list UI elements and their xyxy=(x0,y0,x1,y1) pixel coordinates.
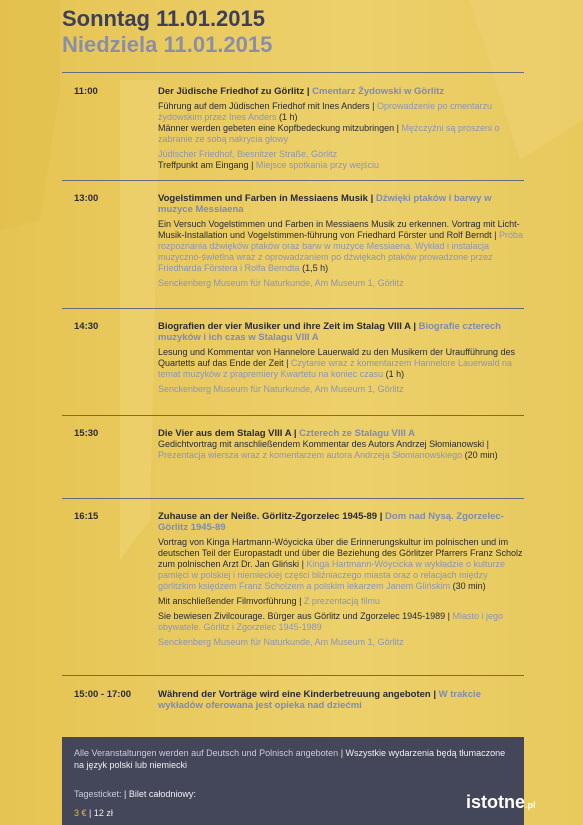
title-separator: | xyxy=(367,193,376,204)
text-separator: | xyxy=(283,358,291,368)
event-title xyxy=(158,511,526,533)
title-separator: | xyxy=(430,689,439,700)
divider xyxy=(62,675,524,676)
language-note xyxy=(74,747,514,771)
event-venue: Senckenberg Museum für Naturkunde, Am Museum 1, Görlitz xyxy=(158,637,404,647)
event-title-polish: Czterech ze Stalagu VIII A xyxy=(299,428,415,439)
duration: (20 min) xyxy=(462,450,498,460)
event-time: 14:30 xyxy=(74,321,99,332)
page-title-german: Sonntag 11.01.2015 xyxy=(62,6,265,31)
event-body xyxy=(158,321,526,395)
title-separator: | xyxy=(304,86,313,97)
logo-suffix: .pl xyxy=(525,800,536,810)
event-description xyxy=(158,439,526,461)
event-time: 15:00 - 17:00 xyxy=(74,689,132,700)
ticket-price xyxy=(74,808,113,818)
film-screening-polish: Z prezentacją filmu xyxy=(303,596,380,606)
event-title-german: Vogelstimmen und Farben in Messiaens Musik xyxy=(158,193,368,204)
ticket-label xyxy=(74,789,196,799)
description-polish: Próba rozpoznania dźwięków ptaków oraz barw w muzyce Messiaena. Wykład i instalacja muzyczno-świetlna wraz z oprowadzaniem po dźwiękach ptaków prowadzone przez Friedharda Förstera i Rolfa Berndta xyxy=(158,230,524,273)
event-title-german: Biografien der vier Musiker und ihre Zeit im Stalag VIII A xyxy=(158,321,411,332)
event-time: 11:00 xyxy=(74,86,98,97)
event-description xyxy=(158,101,526,123)
event-body xyxy=(158,86,526,171)
page-title-polish: Niedziela 11.01.2015 xyxy=(62,32,273,57)
event-description xyxy=(158,537,526,592)
description-polish: Czytanie wraz z komentarzem Hannelore Lauerwald na temat muzyków z prapremiery Kwartetu na koniec czasu xyxy=(158,358,513,379)
film-screening-german: Mit anschließender Filmvorführung xyxy=(158,596,297,606)
description-polish: Kinga Hartmann-Wóycicka w wykładzie o kulturze pamięci w polskiej i niemieckiej części bliźniaczego miasta oraz o relacjach między görlitzkim księdzem Franz Scholzem a polskim lekarzem Janem Glińskim xyxy=(158,559,505,591)
meeting-point-polish: Miejsce spotkania przy wejściu xyxy=(255,160,379,170)
title-separator: | xyxy=(291,428,300,439)
title-separator: | xyxy=(377,511,386,522)
duration: (30 min) xyxy=(450,581,486,591)
description-german: Gedichtvortrag mit anschließendem Kommentar des Autors Andrzej Słomianowski xyxy=(158,439,485,449)
film-title xyxy=(158,611,526,633)
duration: (1 h) xyxy=(383,369,405,379)
text-separator: | xyxy=(445,611,453,621)
event-body xyxy=(158,511,526,648)
event-title xyxy=(158,428,526,439)
event-body xyxy=(158,428,526,461)
event-title-german: Die Vier aus dem Stalag VIII A xyxy=(158,428,292,439)
event-title-polish: W trakcie wykładów oferowana jest opieka nad dziećmi xyxy=(158,689,481,711)
film-screening xyxy=(158,596,526,607)
event-title-polish: Cmentarz Żydowski w Görlitz xyxy=(312,86,445,97)
event-venue: Senckenberg Museum für Naturkunde, Am Museum 1, Görlitz xyxy=(158,278,404,288)
event-time: 13:00 xyxy=(74,193,99,204)
description-german: Führung auf dem Jüdischen Friedhof mit Ines Anders xyxy=(158,101,370,111)
film-title-german: Sie bewiesen Zivilcourage. Bürger aus Görlitz und Zgorzelec 1945-1989 xyxy=(158,611,446,621)
text-separator: | xyxy=(296,596,304,606)
price-zloty: 12 zł xyxy=(93,808,113,818)
text-separator: | xyxy=(121,789,129,799)
event-time: 15:30 xyxy=(74,428,99,439)
event-description xyxy=(158,219,526,274)
description-german: Lesung und Kommentar von Hannelore Lauerwald zu den Musikern der Uraufführung des Quartetts auf das Ende der Zeit xyxy=(158,347,516,368)
title-separator: | xyxy=(410,321,419,332)
ticket-label-german: Tagesticket: xyxy=(74,789,122,799)
text-separator: | xyxy=(248,160,256,170)
divider xyxy=(62,498,524,499)
event-body xyxy=(158,193,526,289)
event-title-german: Zuhause an der Neiße. Görlitz-Zgorzelec 1945-89 xyxy=(158,511,378,522)
text-separator: | xyxy=(484,439,489,449)
meeting-point xyxy=(158,160,526,171)
note-polish: Mężczyźni są proszeni o zabranie ze sobą nakrycia głowy xyxy=(158,123,500,144)
price-euro: 3 € xyxy=(74,808,87,818)
description-polish: Prezentacja wiersza wraz z komentarzem autora Andrzeja Słomianowskiego xyxy=(158,450,463,460)
divider xyxy=(62,180,524,181)
logo-text: istotne xyxy=(466,792,526,812)
event-time: 16:15 xyxy=(74,511,99,522)
description-german: Ein Versuch Vogelstimmen und Farben in Messiaens Musik zu erkennen. Vortrag mit Licht-Musik-Installation und Vogelstimmen-führung von Friedhard Förster und Rolf Berndt xyxy=(158,219,520,240)
duration: (1,5 h) xyxy=(299,263,329,273)
divider xyxy=(62,415,524,416)
text-separator: | xyxy=(86,808,94,818)
event-body xyxy=(158,689,526,711)
text-separator: | xyxy=(299,559,307,569)
text-separator: | xyxy=(491,230,500,240)
event-title xyxy=(158,86,526,97)
divider xyxy=(62,308,524,309)
description-german: Vortrag von Kinga Hartmann-Wóycicka über die Erinnerungskultur im polnischen und im deutschen Teil der Europastadt und über die Beziehung des Görlitzer Pfarrers Franz Scholz zum polnischen Arzt Dr. Jan Gliński xyxy=(158,537,523,569)
ticket-label-polish: Bilet całodniowy: xyxy=(128,789,196,799)
meeting-point-german: Treffpunkt am Eingang xyxy=(158,160,249,170)
event-description xyxy=(158,347,526,380)
note-german: Männer werden gebeten eine Kopfbedeckung mitzubringen xyxy=(158,123,395,133)
event-title xyxy=(158,193,526,215)
event-title-german: Während der Vorträge wird eine Kinderbetreuung angeboten xyxy=(158,689,431,700)
language-note-german: Alle Veranstaltungen werden auf Deutsch und Polnisch angeboten xyxy=(74,748,339,758)
event-title-polish: Dom nad Nysą. Zgorzelec-Görlitz 1945-89 xyxy=(158,511,504,533)
event-title-polish: Dźwięki ptaków i barwy w muzyce Messiaena xyxy=(158,193,492,215)
site-logo[interactable] xyxy=(466,792,536,813)
event-venue: Senckenberg Museum für Naturkunde, Am Museum 1, Görlitz xyxy=(158,384,404,394)
event-title xyxy=(158,321,526,343)
info-footer xyxy=(62,737,524,825)
event-note xyxy=(158,123,526,145)
text-separator: | xyxy=(369,101,377,111)
description-polish: Oprowadzenie po cmentarzu żydowskim przez Ines Anders xyxy=(158,101,493,122)
text-separator: | xyxy=(394,123,402,133)
event-title-german: Der Jüdische Friedhof zu Görlitz xyxy=(158,86,305,97)
language-note-polish: Wszystkie wydarzenia będą tłumaczone na język polski lub niemiecki xyxy=(74,748,506,770)
divider xyxy=(62,72,524,73)
event-title xyxy=(158,689,526,711)
event-title-polish: Biografie czterech muzyków i ich czas w Stalagu VIII A xyxy=(158,321,501,343)
text-separator: | xyxy=(338,748,346,758)
event-venue: Jüdischer Friedhof, Biesnitzer Straße, Görlitz xyxy=(158,149,338,159)
duration: (1 h) xyxy=(276,112,298,122)
film-title-polish: Miasto i jego obywatele. Görlitz i Zgorzelec 1945-1989 xyxy=(158,611,504,632)
